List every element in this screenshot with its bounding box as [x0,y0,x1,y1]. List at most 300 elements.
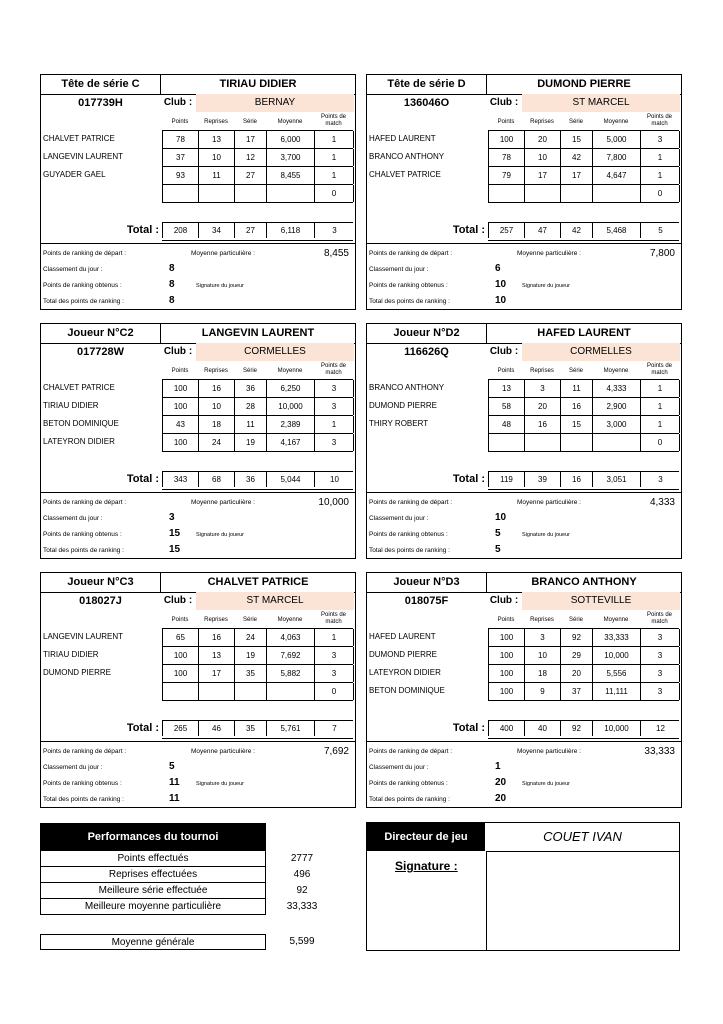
match-cell-pm: 1 [314,131,354,148]
match-cell-moy [592,185,640,202]
match-cell-pts: 100 [488,647,524,664]
ranking-footer [41,741,355,808]
opponent-name: BRANCO ANTHONY [369,383,445,392]
match-cell-pm: 3 [314,434,354,451]
column-header: Points de match [320,114,347,127]
perf-value: 33,333 [286,901,318,912]
ranking-total-value: 10 [495,295,507,306]
match-cell-rep [524,434,560,451]
match-cell-serie: 35 [234,665,266,682]
opponent-name: HAFED LAURENT [369,134,436,143]
match-cell-moy: 3,000 [592,416,640,433]
match-cell-rep: 16 [198,380,234,397]
match-cell-pts: 13 [488,380,524,397]
match-cell-serie: 15 [560,416,592,433]
ranking-total-value: 5 [495,544,501,555]
club-name: ST MARCEL [196,592,354,610]
column-header: Points [171,368,189,374]
ranking-total-value: 20 [495,793,507,804]
ranking-obtained-label: Points de ranking obtenus : [43,531,122,538]
total-cell-pts: 208 [162,223,198,238]
match-cell-pm: 1 [640,149,680,166]
total-cell-pts: 257 [488,223,524,238]
match-cell-serie: 37 [560,683,592,700]
moyenne-particuliere-label: Moyenne particulière : [517,499,581,506]
match-cell-serie: 16 [560,398,592,415]
player-signature-label: Signature du joueur [196,283,245,289]
player-role: Joueur N°C2 [41,324,161,343]
ranking-start-label: Points de ranking de départ : [43,748,127,755]
match-cell-rep: 10 [198,398,234,415]
id-row [367,592,681,610]
directeur-panel [366,822,680,951]
match-cell-pts: 65 [162,629,198,646]
match-cell-serie [234,683,266,700]
license-number: 017728W [76,346,125,358]
total-cell-serie: 92 [560,721,592,736]
ranking-obtained-value: 8 [169,279,175,290]
ranking-total-value: 15 [169,544,181,555]
total-row [488,222,679,241]
ranking-obtained-label: Points de ranking obtenus : [43,282,122,289]
player-card [40,74,356,310]
total-cell-moy: 5,761 [266,721,314,736]
match-cell-pm: 1 [640,416,680,433]
match-cell-serie: 92 [560,629,592,646]
match-row [162,131,353,149]
match-cell-moy [266,683,314,700]
ranking-total-value: 8 [169,295,175,306]
match-cell-pm: 1 [640,380,680,397]
match-cell-pm: 3 [314,647,354,664]
classement-value: 6 [495,263,501,274]
match-cell-serie: 17 [560,167,592,184]
club-name: ST MARCEL [522,94,680,112]
classement-label: Classement du jour : [43,266,103,273]
column-header: Moyenne [603,119,629,125]
opponent-name: BETON DOMINIQUE [369,686,445,695]
match-cell-moy: 4,063 [266,629,314,646]
match-cell-pts: 100 [162,647,198,664]
match-cell-pts: 43 [162,416,198,433]
ranking-obtained-label: Points de ranking obtenus : [43,780,122,787]
ranking-obtained-value: 11 [169,777,180,788]
signature-box[interactable] [486,851,679,950]
player-name: BRANCO ANTHONY [531,576,637,588]
match-cell-pts: 100 [488,131,524,148]
match-cell-rep: 3 [524,629,560,646]
match-cell-serie: 28 [234,398,266,415]
license-number: 018075F [404,595,449,607]
player-signature-label: Signature du joueur [522,283,571,289]
match-cell-moy: 33,333 [592,629,640,646]
match-grid [162,130,353,203]
ranking-footer [367,243,681,310]
column-header: Série [568,617,583,623]
match-cell-pm: 1 [314,416,354,433]
match-row [488,683,679,701]
match-row [488,167,679,185]
total-cell-moy: 5,044 [266,472,314,487]
match-cell-pm: 3 [314,380,354,397]
card-header [41,324,355,344]
match-cell-pm: 3 [640,665,680,682]
column-header: Moyenne [277,617,303,623]
match-row [162,416,353,434]
column-header: Reprises [530,368,554,374]
match-cell-moy: 4,167 [266,434,314,451]
total-row [488,720,679,739]
ranking-total-value: 11 [169,793,180,804]
match-row [162,380,353,398]
total-cell-rep: 68 [198,472,234,487]
match-cell-rep: 10 [524,149,560,166]
match-cell-moy: 3,700 [266,149,314,166]
ranking-footer [367,741,681,808]
match-row [162,434,353,452]
match-row [162,665,353,683]
moyenne-generale-label: Moyenne générale [40,934,266,950]
id-row [41,343,355,361]
signature-label: Signature : [395,859,458,873]
match-cell-rep [524,185,560,202]
column-header: Série [242,119,257,125]
total-cell-moy: 6,118 [266,223,314,238]
player-card [366,323,682,559]
ranking-obtained-label: Points de ranking obtenus : [369,780,448,787]
match-cell-pm: 3 [640,683,680,700]
player-signature-label: Signature du joueur [196,781,245,787]
classement-value: 8 [169,263,175,274]
total-cell-moy: 10,000 [592,721,640,736]
total-cell-rep: 47 [524,223,560,238]
match-grid [488,130,679,203]
match-cell-moy [266,185,314,202]
match-row [162,683,353,701]
match-cell-rep: 16 [524,416,560,433]
match-cell-moy: 10,000 [592,647,640,664]
moyenne-particuliere-label: Moyenne particulière : [517,250,581,257]
match-cell-pts: 100 [162,434,198,451]
card-header [367,75,681,95]
moyenne-particuliere-label: Moyenne particulière : [191,748,255,755]
column-header: Reprises [204,368,228,374]
match-row [162,647,353,665]
ranking-footer [41,243,355,310]
opponent-name: DUMOND PIERRE [43,668,112,677]
match-cell-serie [560,434,592,451]
total-label: Total : [452,473,485,485]
match-cell-serie: 19 [234,647,266,664]
match-row [488,416,679,434]
opponent-name: DUMOND PIERRE [369,650,438,659]
total-cell-rep: 39 [524,472,560,487]
match-cell-moy: 5,000 [592,131,640,148]
column-header: Reprises [204,617,228,623]
match-cell-pm: 3 [640,629,680,646]
match-grid [162,628,353,701]
match-cell-pm: 0 [314,185,354,202]
column-header: Points de match [320,363,347,376]
club-label: Club : [489,346,519,357]
total-cell-rep: 40 [524,721,560,736]
column-header: Points de match [646,363,673,376]
ranking-total-label: Total des points de ranking : [369,796,450,803]
player-signature-label: Signature du joueur [522,532,571,538]
match-cell-rep [198,185,234,202]
match-row [162,398,353,416]
opponent-name: CHALVET PATRICE [43,383,115,392]
ranking-start-label: Points de ranking de départ : [369,250,453,257]
moyenne-particuliere-value: 33,333 [644,746,675,757]
opponent-name: LANGEVIN LAURENT [43,152,124,161]
opponent-name: GUYADER GAEL [43,170,106,179]
id-row [41,94,355,112]
total-label: Total : [126,722,159,734]
match-cell-moy: 5,556 [592,665,640,682]
total-cell-pts: 400 [488,721,524,736]
match-grid [162,379,353,452]
classement-label: Classement du jour : [369,515,429,522]
id-row [367,343,681,361]
total-label: Total : [126,473,159,485]
column-header: Moyenne [277,368,303,374]
id-row [41,592,355,610]
perf-value: 496 [293,869,311,880]
column-header: Série [568,119,583,125]
match-row [488,647,679,665]
match-grid [488,379,679,452]
match-cell-moy: 6,000 [266,131,314,148]
moyenne-particuliere-label: Moyenne particulière : [517,748,581,755]
match-cell-pts: 37 [162,149,198,166]
ranking-footer [367,492,681,559]
match-cell-pts [488,185,524,202]
classement-value: 3 [169,512,175,523]
match-cell-moy: 7,800 [592,149,640,166]
match-cell-rep: 9 [524,683,560,700]
id-row [367,94,681,112]
match-cell-pts: 100 [488,629,524,646]
club-label: Club : [163,595,193,606]
club-name: CORMELLES [196,343,354,361]
total-cell-serie: 16 [560,472,592,487]
total-row [162,222,353,241]
match-cell-serie [560,185,592,202]
club-name: CORMELLES [522,343,680,361]
match-cell-pts [488,434,524,451]
moyenne-generale-value: 5,599 [289,936,315,947]
total-cell-serie: 42 [560,223,592,238]
perf-row [40,899,318,915]
ranking-start-label: Points de ranking de départ : [369,748,453,755]
player-signature-label: Signature du joueur [522,781,571,787]
perf-value: 92 [296,885,308,896]
column-header: Moyenne [603,368,629,374]
column-header: Série [568,368,583,374]
club-label: Club : [163,346,193,357]
match-cell-moy: 6,250 [266,380,314,397]
match-cell-moy [592,434,640,451]
card-header [367,324,681,344]
match-cell-serie: 17 [234,131,266,148]
license-number: 116626Q [404,346,449,358]
match-row [488,629,679,647]
player-name: DUMOND PIERRE [537,78,631,90]
match-cell-pm: 3 [640,131,680,148]
player-card [40,572,356,808]
match-cell-pts: 78 [488,149,524,166]
match-cell-serie: 11 [234,416,266,433]
ranking-obtained-value: 5 [495,528,501,539]
player-name: TIRIAU DIDIER [219,78,297,90]
total-cell-serie: 27 [234,223,266,238]
classement-value: 10 [495,512,507,523]
column-header: Points [171,617,189,623]
club-label: Club : [163,97,193,108]
classement-value: 5 [169,761,175,772]
match-cell-pm: 0 [314,683,354,700]
perf-row [40,867,311,883]
player-name: CHALVET PATRICE [207,576,309,588]
column-header: Reprises [530,119,554,125]
match-cell-rep: 20 [524,131,560,148]
match-cell-pts [162,185,198,202]
player-card [40,323,356,559]
column-header: Moyenne [603,617,629,623]
match-cell-serie: 11 [560,380,592,397]
column-header: Points de match [320,612,347,625]
total-row [162,471,353,490]
match-cell-moy: 10,000 [266,398,314,415]
total-cell-pts: 343 [162,472,198,487]
match-row [162,629,353,647]
match-row [488,149,679,167]
match-cell-serie [234,185,266,202]
match-row [488,185,679,203]
directeur-name: COUET IVAN [543,829,622,844]
match-cell-serie: 12 [234,149,266,166]
opponent-name: DUMOND PIERRE [369,401,438,410]
match-cell-pm: 1 [314,149,354,166]
classement-label: Classement du jour : [369,266,429,273]
player-name: LANGEVIN LAURENT [201,327,315,339]
license-number: 018027J [79,595,122,607]
total-cell-moy: 5,468 [592,223,640,238]
match-cell-rep: 16 [198,629,234,646]
club-name: SOTTEVILLE [522,592,680,610]
total-row [488,471,679,490]
opponent-name: LATEYRON DIDIER [369,668,441,677]
match-cell-serie: 29 [560,647,592,664]
match-cell-pts: 79 [488,167,524,184]
match-row [488,131,679,149]
match-cell-serie: 20 [560,665,592,682]
match-cell-moy: 2,389 [266,416,314,433]
match-cell-serie: 27 [234,167,266,184]
opponent-name: CHALVET PATRICE [369,170,441,179]
card-header [367,573,681,593]
classement-label: Classement du jour : [369,764,429,771]
total-cell-pm: 12 [640,721,680,736]
match-cell-moy: 5,882 [266,665,314,682]
match-cell-pm: 1 [314,629,354,646]
total-cell-serie: 35 [234,721,266,736]
column-header: Reprises [204,119,228,125]
player-role: Joueur N°C3 [41,573,161,592]
license-number: 017739H [78,97,123,109]
moyenne-particuliere-label: Moyenne particulière : [191,499,255,506]
ranking-start-label: Points de ranking de départ : [369,499,453,506]
opponent-name: HAFED LAURENT [369,632,436,641]
total-cell-moy: 3,051 [592,472,640,487]
opponent-name: TIRIAU DIDIER [43,650,99,659]
perf-row [40,883,308,899]
match-cell-pts: 100 [488,683,524,700]
perf-label: Reprises effectuées [40,867,266,883]
player-role: Tête de série D [367,75,487,94]
match-row [162,167,353,185]
column-header: Série [242,368,257,374]
total-cell-pm: 5 [640,223,680,238]
match-cell-pm: 1 [640,398,680,415]
performances-panel [40,823,318,915]
match-cell-pm: 1 [640,167,680,184]
match-cell-pts [162,683,198,700]
match-cell-moy: 11,111 [592,683,640,700]
column-header: Points de match [646,612,673,625]
match-cell-rep: 13 [198,647,234,664]
match-row [488,434,679,452]
total-row [162,720,353,739]
ranking-total-label: Total des points de ranking : [369,547,450,554]
column-header: Points [171,119,189,125]
total-cell-rep: 34 [198,223,234,238]
ranking-total-label: Total des points de ranking : [43,298,124,305]
card-header [41,75,355,95]
match-cell-rep: 10 [524,647,560,664]
match-cell-moy: 8,455 [266,167,314,184]
opponent-name: BETON DOMINIQUE [43,419,119,428]
performances-title: Performances du tournoi [40,823,266,851]
total-cell-pm: 3 [640,472,680,487]
match-cell-serie: 19 [234,434,266,451]
player-role: Joueur N°D3 [367,573,487,592]
match-cell-rep: 18 [524,665,560,682]
classement-value: 1 [495,761,501,772]
column-header: Points de match [646,114,673,127]
player-role: Joueur N°D2 [367,324,487,343]
perf-label: Meilleure moyenne particulière [40,899,266,915]
moyenne-particuliere-value: 7,800 [649,248,675,259]
match-cell-moy: 4,333 [592,380,640,397]
ranking-footer [41,492,355,559]
perf-label: Points effectués [40,851,266,867]
classement-label: Classement du jour : [43,515,103,522]
match-cell-pts: 100 [162,380,198,397]
total-cell-rep: 46 [198,721,234,736]
player-role: Tête de série C [41,75,161,94]
perf-value: 2777 [290,853,314,864]
match-grid [488,628,679,701]
opponent-name: LANGEVIN LAURENT [43,632,124,641]
match-cell-serie: 24 [234,629,266,646]
match-cell-pts: 100 [162,398,198,415]
column-header: Reprises [530,617,554,623]
match-cell-rep: 3 [524,380,560,397]
match-cell-rep: 11 [198,167,234,184]
player-signature-label: Signature du joueur [196,532,245,538]
